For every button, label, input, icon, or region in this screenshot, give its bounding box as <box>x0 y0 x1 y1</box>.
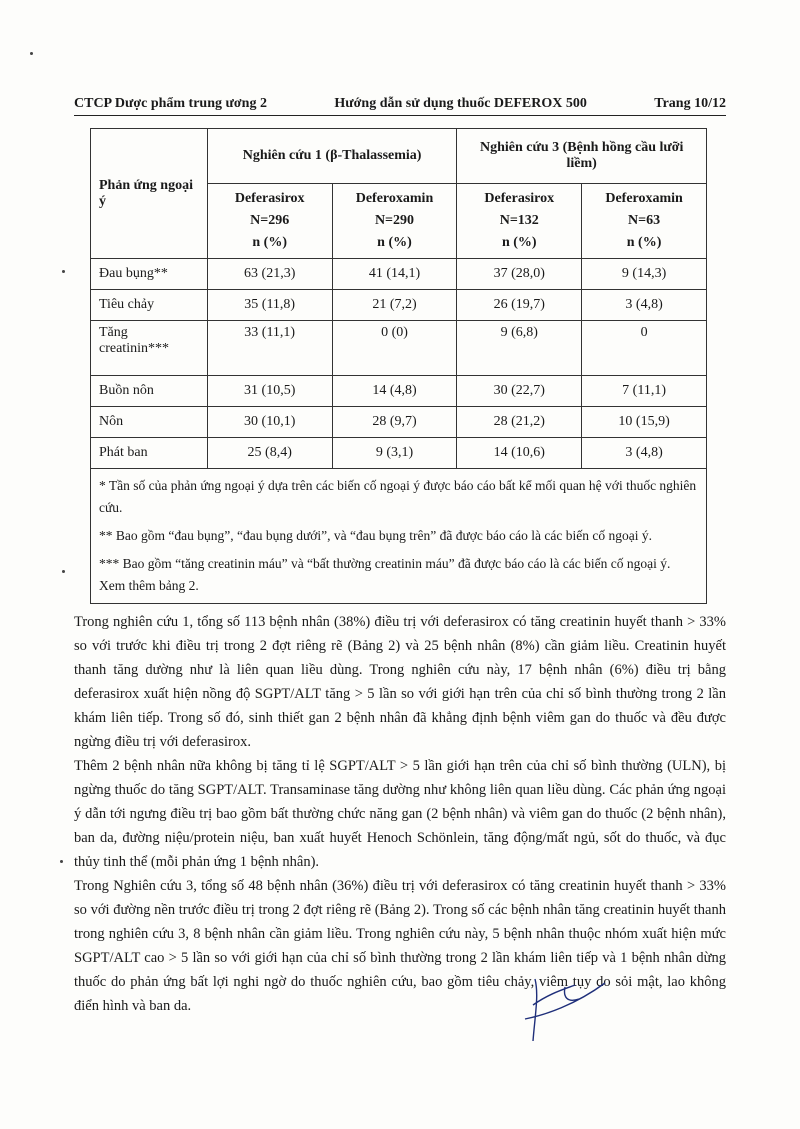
table-cell: 25 (8,4) <box>207 438 332 469</box>
document-title: Hướng dẫn sử dụng thuốc DEFEROX 500 <box>334 96 587 111</box>
subcol-header: Deferoxamin N=63 n (%) <box>582 184 707 259</box>
subcol-header: Deferoxamin N=290 n (%) <box>332 184 457 259</box>
table-row <box>91 290 707 321</box>
table-cell: 9 (3,1) <box>332 438 457 469</box>
table-cell: 0 <box>582 321 707 376</box>
col-header-adverse-reaction: Phản ứng ngoại ý <box>91 129 208 259</box>
table-footnotes <box>91 469 707 604</box>
table-cell: 63 (21,3) <box>207 259 332 290</box>
table-cell: 14 (4,8) <box>332 376 457 407</box>
paragraph: Thêm 2 bệnh nhân nữa không bị tăng tỉ lệ SGPT/ALT > 5 lần giới hạn trên của chỉ số bình thường (ULN), bị ngừng thuốc do tăng SGPT/ALT. Transaminase tăng dường như không liên quan liều dùng. Các phản ứng ngoại ý dẫn tới ngưng điều trị bao gồm bất thường chức năng gan (2 bệnh nhân) và viêm gan do thuốc (2 bệnh nhân), ban da, đường niệu/protein niệu, ban xuất huyết Henoch Schönlein, tăng động/mất ngủ, sốt do thuốc, và đục thủy tinh thể (mỗi phản ứng 1 bệnh nhân). <box>74 758 726 870</box>
footnote: * Tần số của phản ứng ngoại ý dựa trên các biến cố ngoại ý được báo cáo bất kể mối quan hệ với thuốc nghiên cứu. <box>99 478 697 515</box>
table-cell: 21 (7,2) <box>332 290 457 321</box>
table-cell: 30 (10,1) <box>207 407 332 438</box>
scan-speck <box>30 52 33 55</box>
study1-header: Nghiên cứu 1 (β-Thalassemia) <box>207 129 457 184</box>
row-label: Tiêu chảy <box>91 290 208 321</box>
table-cell: 3 (4,8) <box>582 290 707 321</box>
body-text <box>74 610 726 1018</box>
footnote: *** Bao gồm “tăng creatinin máu” và “bất thường creatinin máu” đã được báo cáo là các biến cố ngoại ý. Xem thêm bảng 2. <box>99 556 671 593</box>
table-cell: 37 (28,0) <box>457 259 582 290</box>
row-label: Buồn nôn <box>91 376 208 407</box>
subcol-header: Deferasirox N=132 n (%) <box>457 184 582 259</box>
scan-speck <box>62 570 65 573</box>
table-row <box>91 321 707 376</box>
table-cell: 30 (22,7) <box>457 376 582 407</box>
table-cell: 26 (19,7) <box>457 290 582 321</box>
scan-speck <box>60 860 63 863</box>
table-cell: 33 (11,1) <box>207 321 332 376</box>
footnote: ** Bao gồm “đau bụng”, “đau bụng dưới”, và “đau bụng trên” đã được báo cáo là các biến cố ngoại ý. <box>99 528 652 543</box>
table-row <box>91 376 707 407</box>
table-cell: 41 (14,1) <box>332 259 457 290</box>
table-cell: 10 (15,9) <box>582 407 707 438</box>
table-cell: 0 (0) <box>332 321 457 376</box>
paragraph: Trong Nghiên cứu 3, tổng số 48 bệnh nhân (36%) điều trị với deferasirox có tăng creatinin huyết thanh > 33% so với đường nền trước điều trị trong 2 đợt riêng rẽ (Bảng 2). Trong số các bệnh nhân tăng creatinin huyết thanh trong nghiên cứu 3, 8 bệnh nhân cần giảm liều. Trong nghiên cứu này, 5 bệnh nhân thuộc nhóm xuất hiện mức SGPT/ALT cao > 5 lần so với giới hạn của chỉ số bình thường trong 2 lần khám liên tiếp và 1 bệnh nhân dừng thuốc do phản ứng bất lợi nghi ngờ do thuốc nghiên cứu, bao gồm tiêu chảy, viêm tụy do sỏi mật, lao không điển hình và ban da. <box>74 878 726 1014</box>
table-cell: 3 (4,8) <box>582 438 707 469</box>
table-cell: 35 (11,8) <box>207 290 332 321</box>
row-label: Đau bụng** <box>91 259 208 290</box>
study3-header: Nghiên cứu 3 (Bệnh hồng cầu lưỡi liềm) <box>457 129 707 184</box>
subcol-header: Deferasirox N=296 n (%) <box>207 184 332 259</box>
table-cell: 31 (10,5) <box>207 376 332 407</box>
table-row <box>91 438 707 469</box>
table-cell: 28 (21,2) <box>457 407 582 438</box>
table-cell: 9 (14,3) <box>582 259 707 290</box>
page-number: Trang 10/12 <box>654 96 726 111</box>
row-label: Tăng creatinin*** <box>91 321 208 376</box>
table-cell: 28 (9,7) <box>332 407 457 438</box>
adverse-reactions-table <box>90 128 707 604</box>
scan-speck <box>62 270 65 273</box>
row-label: Phát ban <box>91 438 208 469</box>
page-header <box>74 96 726 116</box>
company-name: CTCP Dược phẩm trung ương 2 <box>74 96 267 111</box>
table-cell: 14 (10,6) <box>457 438 582 469</box>
paragraph: Trong nghiên cứu 1, tổng số 113 bệnh nhân (38%) điều trị với deferasirox có tăng creatinin huyết thanh > 33% so với trước khi điều trị trong 2 đợt riêng rẽ (Bảng 2) và 25 bệnh nhân (8%) cần giảm liều. Creatinin huyết thanh tăng dường như là liên quan liều dùng. Trong nghiên cứu này, 17 bệnh nhân (6%) điều trị bằng deferasirox xuất hiện nồng độ SGPT/ALT tăng > 5 lần so với giới hạn trên của chỉ số bình thường trong 2 lần khám liên tiếp. Trong số đó, sinh thiết gan 2 bệnh nhân đã khẳng định bệnh viêm gan do thuốc và đều được ngừng điều trị với deferasirox. <box>74 614 726 750</box>
table-row <box>91 407 707 438</box>
table-cell: 9 (6,8) <box>457 321 582 376</box>
table-cell: 7 (11,1) <box>582 376 707 407</box>
table-row <box>91 259 707 290</box>
handwritten-signature <box>505 975 615 1045</box>
row-label: Nôn <box>91 407 208 438</box>
